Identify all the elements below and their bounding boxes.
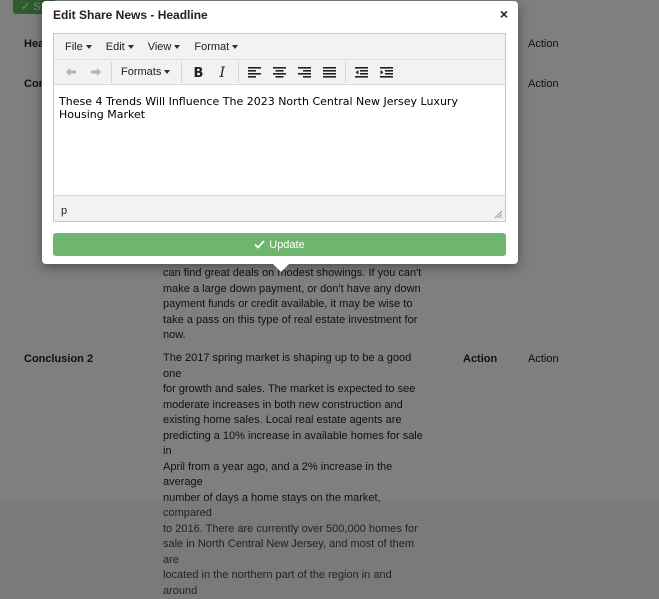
popover-arrow: [272, 263, 290, 272]
indent-button[interactable]: [374, 61, 399, 83]
editor-statusbar: [54, 195, 505, 221]
rich-text-editor: [53, 33, 506, 222]
align-left-button[interactable]: [242, 61, 267, 83]
undo-button[interactable]: [58, 61, 83, 83]
indent-icon: [380, 67, 393, 78]
chevron-down-icon: [86, 45, 92, 49]
undo-icon: [65, 67, 77, 77]
chevron-down-icon: [164, 70, 170, 74]
align-justify-button[interactable]: [317, 61, 342, 83]
chevron-down-icon: [128, 45, 134, 49]
redo-button[interactable]: [83, 61, 108, 83]
editor-content[interactable]: These 4 Trends Will Influence The 2023 North Central New Jersey Luxury Housing Market: [59, 95, 458, 121]
modal-title: Edit Share News - Headline: [53, 8, 208, 22]
toolbar-divider: [181, 62, 182, 83]
italic-icon: [216, 65, 230, 79]
align-center-button[interactable]: [267, 61, 292, 83]
outdent-button[interactable]: [349, 61, 374, 83]
toolbar-divider: [111, 62, 112, 83]
bold-icon: [191, 65, 205, 79]
resize-handle-icon[interactable]: [494, 210, 503, 219]
align-center-icon: [273, 67, 286, 78]
align-right-icon: [298, 67, 311, 78]
toolbar-divider: [238, 62, 239, 83]
svg-text:I: I: [219, 65, 225, 79]
bold-button[interactable]: [185, 61, 210, 83]
svg-text:B: B: [193, 66, 204, 79]
toolbar-divider: [345, 62, 346, 83]
chevron-down-icon: [174, 45, 180, 49]
menu-format[interactable]: Format: [187, 41, 245, 53]
chevron-down-icon: [232, 45, 238, 49]
align-justify-icon: [323, 67, 336, 78]
element-path[interactable]: p: [61, 205, 68, 217]
editor-menubar: [54, 34, 505, 60]
italic-button[interactable]: [210, 61, 235, 83]
row-description-conclusion-2: compared to 2016. There are currently over 500,000 homes for sale in North Central New Jersey, and most of them are located in the northern part of the region in and around: [163, 507, 418, 597]
close-icon[interactable]: ×: [499, 6, 508, 22]
update-button[interactable]: [53, 233, 506, 256]
formats-dropdown[interactable]: Formats: [115, 66, 178, 78]
editor-toolbar: [54, 60, 505, 85]
menu-edit[interactable]: Edit: [99, 41, 141, 53]
menu-file[interactable]: File: [58, 41, 99, 53]
outdent-icon: [355, 67, 368, 78]
redo-icon: [90, 67, 102, 77]
align-right-button[interactable]: [292, 61, 317, 83]
edit-modal: [42, 1, 518, 264]
update-label: Update: [269, 238, 305, 251]
check-icon: [254, 240, 265, 249]
align-left-icon: [248, 67, 261, 78]
menu-view[interactable]: View: [141, 41, 188, 53]
